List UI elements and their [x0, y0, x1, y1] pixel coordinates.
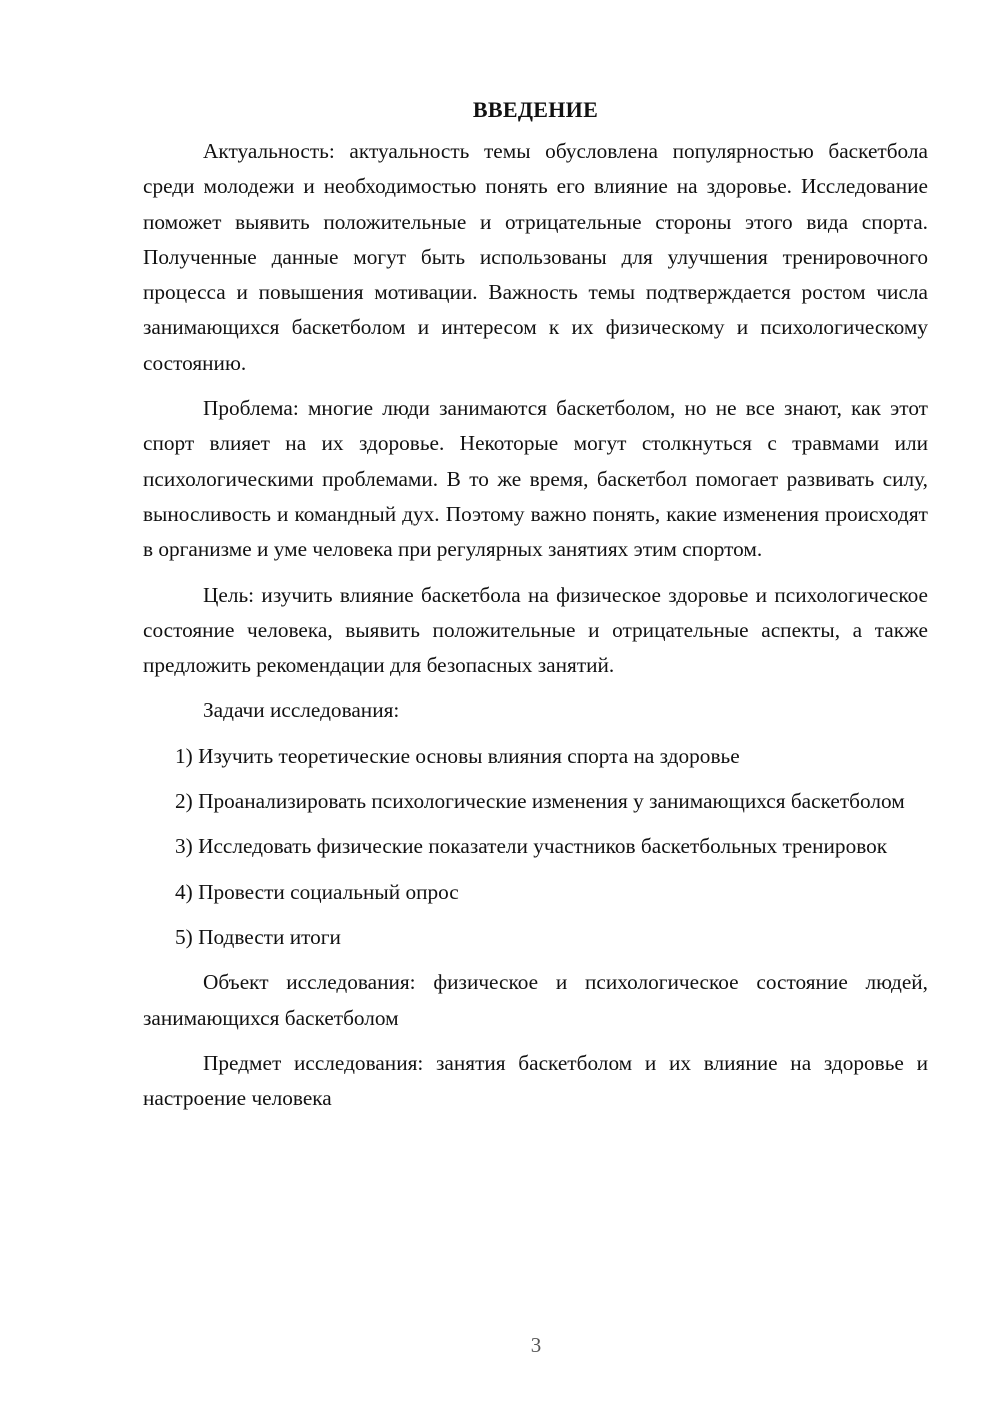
task-item-1: 1) Изучить теоретические основы влияния спорта на здоровье: [175, 743, 740, 768]
task-item-5: 5) Подвести итоги: [175, 924, 341, 949]
section-title: ВВЕДЕНИЕ: [472, 97, 599, 122]
paragraph-subject: Предмет исследования: занятия баскетболом и их влияние на здоровье и настроение человека: [143, 1050, 928, 1111]
paragraph-goal: Цель: изучить влияние баскетбола на физическое здоровье и психологическое состояние человека, выявить положительные и отрицательные аспекты, а также предложить рекомендации для безопасных занятий.: [143, 582, 928, 678]
task-item-2: 2) Проанализировать психологические изменения у занимающихся баскетболом: [175, 789, 905, 814]
page-number: 3: [530, 1333, 542, 1357]
paragraph-relevance: Актуальность: актуальность темы обусловлена популярностью баскетбола среди молодежи и необходимостью понять его влияние на здоровье. Исследование поможет выявить положительные и отрицательные стороны этого вида спорта. Полученные данные могут быть использованы для улучшения тренировочного процесса и повышения мотивации. Важность темы подтверждается ростом числа занимающихся баскетболом и интересом к их физическому и психологическому состоянию.: [143, 139, 928, 375]
paragraph-object: Объект исследования: физическое и психологическое состояние людей, занимающихся баскетболом: [143, 970, 928, 1030]
task-item-3: 3) Исследовать физические показатели участников баскетбольных тренировок: [175, 834, 888, 859]
task-item-4: 4) Провести социальный опрос: [175, 879, 459, 904]
tasks-heading: Задачи исследования:: [203, 698, 400, 723]
paragraph-problem: Проблема: многие люди занимаются баскетболом, но не все знают, как этот спорт влияет на их здоровье. Некоторые могут столкнуться с травмами или психологическими проблемами. В то же время, баскетбол помогает развивать силу, выносливость и командный дух. Поэтому важно понять, какие изменения происходят в организме и уме человека при регулярных занятиях этим спортом.: [143, 396, 928, 562]
document-page: [143, 94, 928, 1116]
